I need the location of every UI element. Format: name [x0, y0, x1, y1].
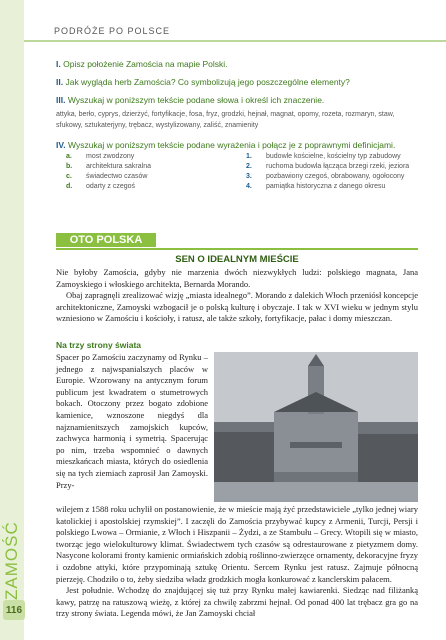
pair-term: odarty z czegoś	[86, 183, 136, 190]
task-item	[56, 94, 418, 106]
vertical-chapter-title: ZAMOŚĆ	[2, 521, 21, 600]
pair-key: a.	[66, 153, 72, 160]
pair-key: 1.	[246, 153, 252, 160]
pair-definition: pozbawiony czegoś, obrabowany, ogołocony	[266, 173, 405, 180]
pair-term: świadectwo czasów	[86, 173, 148, 180]
task-number: IV.	[56, 140, 66, 150]
article-intro	[56, 267, 418, 325]
task-text: Wyszukaj w poniższym tekście podane wyrażenia i połącz je z poprawnymi definicjami.	[68, 140, 396, 150]
word-list: attyka, berło, cyprys, dzierżyć, fortyfikacje, fosa, fryz, grodzki, hejnał, magnat, opomy, rozeta, rozmaryn, staw, sfukowy, sztukaterjyny, trębacz, wystylizowany, zaliść, znamienity	[56, 111, 395, 129]
intro-paragraph-2: Obaj zapragnęli zrealizować wizję „miasta idealnego”. Morando z dalekich Włoch przeniósł koncepcje architektoniczne, Zamoyski wzbogacił je o polską kulturę i obyczaje. I tak w XVI wieku w jednym stylu wzniesiono w Zamościu i kościoły, i ratusz, ale także szkoły, fortyfikacje, pałac i domy mieszczan.	[56, 290, 418, 324]
pair-key: 2.	[246, 163, 252, 170]
task-item	[56, 139, 418, 151]
town-hall-photo	[214, 352, 418, 502]
pair-definition: budowle kościelne, kościelny typ zabudowy	[266, 153, 401, 160]
task-item	[56, 76, 418, 88]
pair-key: 3.	[246, 173, 252, 180]
task-text: Jak wygląda herb Zamościa? Co symbolizują jego poszczególne elementy?	[65, 77, 350, 87]
pair-definition: ruchoma budowla łącząca brzegi rzeki, jeziora	[266, 163, 410, 170]
task-text: Wyszukaj w poniższym tekście podane słowa i określ ich znaczenie.	[67, 95, 325, 105]
matching-pairs	[66, 153, 418, 190]
body-paragraph-2: Jest południe. Wchodzę do znajdującej się tuż przy Rynku małej kawiarenki. Siedząc nad filiżanką kawy, patrzę na ratuszową wieżę, z której za chwilę zabrzmi hejnał. Od ponad 400 lat trębacz gra go na trzy strony świata. Legenda mówi, że Jan Zamoyski chciał	[56, 585, 418, 619]
task-text: Opisz położenie Zamościa na mapie Polski.	[63, 59, 228, 69]
pair-key: c.	[66, 173, 72, 180]
intro-paragraph: Nie byłoby Zamościa, gdyby nie marzenia dwóch niezwykłych ludzi: polskiego magnata, Jana Zamoyskiego i włoskiego architekta, Bernarda Morando.	[56, 267, 418, 289]
section-banner: OTO POLSKA	[56, 233, 156, 247]
task-number: II.	[56, 77, 64, 87]
article-subheading: Na trzy strony świata	[56, 340, 142, 350]
banner-divider	[56, 248, 418, 250]
pair-term: most zwodzony	[86, 153, 135, 160]
article-title: SEN O IDEALNYM MIEŚCIE	[175, 254, 299, 265]
column-text: Spacer po Zamościu zaczynamy od Rynku – jednego z najwspanialszych placów w Europie. Wzorowany na antycznym forum publicum jest kwadratem o stumetrowych bokach. Otoczony przez bogato zdobione kamienice, wznoszone niegdyś dla najznamienitszych zamojskich kupców, zachwyca harmonią i symetrią. Spacerując po nim, trzeba wspomnieć o dawnych mieszkańcach miasta, których do osiedlenia się na tych ziemiach zaprosił Jan Zamoyski. Przy-	[56, 352, 208, 490]
pair-definition: pamiątka historyczna z danego okresu	[266, 183, 386, 190]
task-list	[56, 58, 418, 190]
task-number: III.	[56, 95, 66, 105]
body-paragraph: wilejem z 1588 roku uchylił on postanowienie, że w mieście mają żyć przedstawiciele „tylko jednej wiary katolickiej i apostolskiej rzymskiej”. I zaczęli do Zamościa przybywać kupcy z Armenii, Turcji, Persji i polskiego Lwowa – Ormianie, z Włoch i Hiszpanii – Żydzi, a ze Stambułu – Grecy. Wtopili się w miasto, tworząc jego wielokulturowy klimat. Świadectwem tych czasów są odrestaurowane z pietyzmem domy. Nasycone kolorami fronty kamienic ormiańskich zdobią roślinno-zwierzęce ornamenty, dekoracyjne fryzy i ozdobne attyki, które przypominają sztukę Orientu. Sercem Rynku jest ratusz. Zajmuje północną pierzeję. Chodziło o to, żeby siedziba władz grodzkich mogła konkurować z kanclerskim pałacem.	[56, 504, 418, 584]
pair-key: b.	[66, 163, 73, 170]
section-title: PODRÓŻE PO POLSCE	[54, 26, 171, 36]
task-number: I.	[56, 59, 61, 69]
pair-key: 4.	[246, 183, 252, 190]
pair-term: architektura sakralna	[86, 163, 151, 170]
article-body	[56, 504, 418, 620]
task-item	[56, 58, 418, 70]
page-header	[24, 0, 446, 42]
page-number: 116	[3, 600, 25, 620]
pair-key: d.	[66, 183, 73, 190]
